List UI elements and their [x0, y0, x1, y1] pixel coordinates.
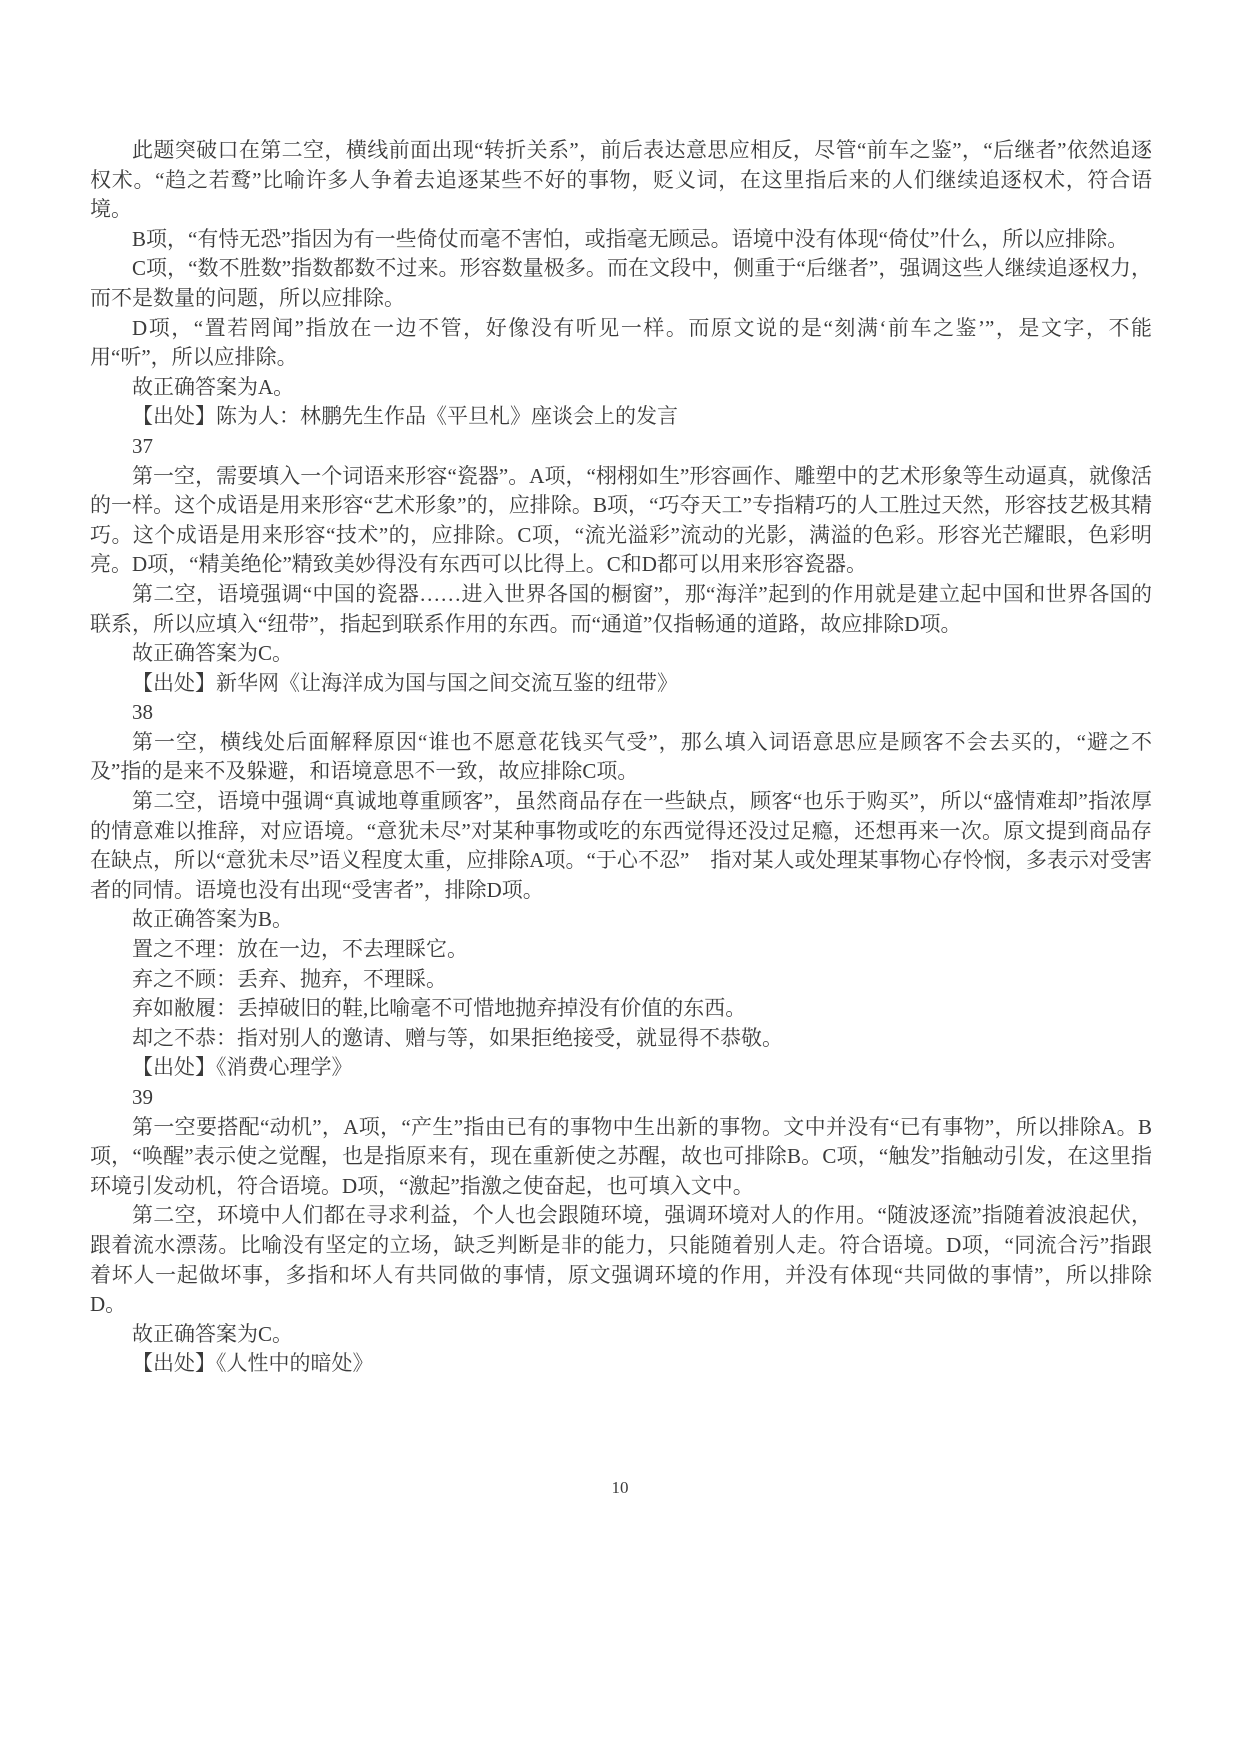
- paragraph: D项，“置若罔闻”指放在一边不管，好像没有听见一样。而原文说的是“刻满‘前车之鉴’”，是文字，不能用“听”，所以应排除。: [90, 315, 1152, 370]
- paragraph: C项，“数不胜数”指数都数不过来。形容数量极多。而在文段中，侧重于“后继者”，强调这些人继续追逐权力，而不是数量的问题，所以应排除。: [90, 256, 1152, 310]
- paragraph: 第二空，语境强调“中国的瓷器……进入世界各国的橱窗”，那“海洋”起到的作用就是建立起中国和世界各国的联系，所以应填入“纽带”，指起到联系作用的东西。而“通道”仅指畅通的道路，故应排除D项。: [90, 581, 1152, 636]
- page-number: 10: [611, 1478, 629, 1497]
- paragraph: 故正确答案为A。: [132, 374, 295, 399]
- paragraph: 39: [132, 1085, 153, 1109]
- paragraph: 故正确答案为C。: [132, 641, 294, 666]
- paragraph: 37: [132, 433, 153, 458]
- paragraph: 故正确答案为C。: [132, 1321, 294, 1346]
- paragraph: 【出处】陈为人：林鹏先生作品《平旦札》座谈会上的发言: [132, 404, 678, 429]
- paragraph: 弃之不顾：丢弃、抛弃，不理睬。: [132, 966, 447, 991]
- paragraph: B项，“有恃无恐”指因为有一些倚仗而毫不害怕，或指毫无顾忌。语境中没有体现“倚仗”什么，所以应排除。: [132, 226, 1129, 251]
- paragraph: 第一空，横线处后面解释原因“谁也不愿意花钱买气受”，那么填入词语意思应是顾客不会去买的，“避之不及”指的是来不及躲避，和语境意思不一致，故应排除C项。: [90, 729, 1152, 784]
- paragraph: 却之不恭：指对别人的邀请、赠与等，如果拒绝接受，就显得不恭敬。: [132, 1025, 783, 1050]
- paragraph: 第一空，需要填入一个词语来形容“瓷器”。A项，“栩栩如生”形容画作、雕塑中的艺术形象等生动逼真，就像活的一样。这个成语是用来形容“艺术形象”的，应排除。B项，“巧夺天工”专指精巧的人工胜过天然，形容技艺极其精巧。这个成语是用来形容“技术”的，应排除。C项，“流光溢彩”流动的光影，满溢的色彩。形容光芒耀眼，色彩明亮。D项，“精美绝伦”精致美妙得没有东西可以比得上。C和D都可以用来形容瓷器。: [90, 463, 1152, 577]
- paragraph: 第一空要搭配“动机”，A项，“产生”指由已有的事物中生出新的事物。文中并没有“已有事物”，所以排除A。B项，“唤醒”表示使之觉醒，也是指原来有，现在重新使之苏醒，故也可排除B。C项，“触发”指触动引发，在这里指环境引发动机，符合语境。D项，“激起”指激之使奋起，也可填入文中。: [90, 1114, 1152, 1198]
- paragraph: 第二空，环境中人们都在寻求利益，个人也会跟随环境，强调环境对人的作用。“随波逐流”指随着波浪起伏，跟着流水漂荡。比喻没有坚定的立场，缺乏判断是非的能力，只能随着别人走。符合语境。D项，“同流合污”指跟着坏人一起做坏事，多指和坏人有共同做的事情，原文强调环境的作用，并没有体现“共同做的事情”，所以排除D。: [90, 1203, 1152, 1317]
- paragraph: 【出处】《人性中的暗处》: [132, 1351, 374, 1376]
- paragraph: 故正确答案为B。: [132, 907, 294, 932]
- paragraph: 【出处】《消费心理学》: [132, 1055, 353, 1080]
- paragraph: 【出处】新华网《让海洋成为国与国之间交流互鉴的纽带》: [132, 670, 678, 695]
- document-body: [90, 136, 1152, 1379]
- paragraph: 38: [132, 700, 153, 725]
- paragraph: 弃如敝履：丢掉破旧的鞋,比喻毫不可惜地抛弃掉没有价值的东西。: [132, 996, 747, 1021]
- paragraph: 置之不理：放在一边，不去理睬它。: [132, 937, 468, 962]
- page-footer: [0, 1478, 1240, 1498]
- paragraph: 此题突破口在第二空，横线前面出现“转折关系”，前后表达意思应相反，尽管“前车之鉴”，“后继者”依然追逐权术。“趋之若鹜”比喻许多人争着去追逐某些不好的事物，贬义词，在这里指后来的人们继续追逐权术，符合语境。: [90, 138, 1152, 222]
- paragraph: 第二空，语境中强调“真诚地尊重顾客”，虽然商品存在一些缺点，顾客“也乐于购买”，所以“盛情难却”指浓厚的情意难以推辞，对应语境。“意犹未尽”对某种事物或吃的东西觉得还没过足瘾，还想再来一次。原文提到商品存在缺点，所以“意犹未尽”语义程度太重，应排除A项。“于心不忍” 指对某人或处理某事物心存怜悯，多表示对受害者的同情。语境也没有出现“受害者”，排除D项。: [90, 789, 1152, 902]
